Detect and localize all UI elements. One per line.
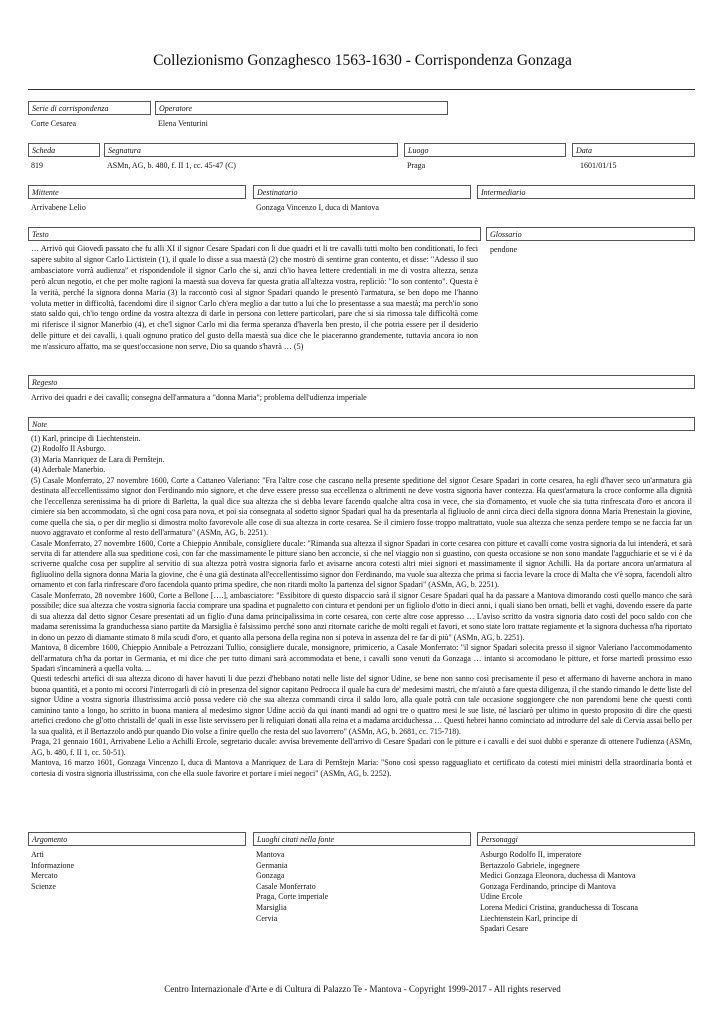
scheda-label: Scheda — [28, 143, 100, 157]
list-item: Germania — [256, 860, 288, 870]
personaggi-label: Personaggi — [477, 832, 695, 846]
mittente-label: Mittente — [28, 185, 246, 199]
note-paragraph: (5) Casale Monferrato, 27 novembre 1600, Corte a Cattaneo Valeriano: "Fra l'altre cose che cascano nella presente speditione del signor Cesare Spadari in corte cesarea, ha egli d'haver seco un'armatura già destinata all'eccellentissimo signor don Ferdinando mio signore, et che deve essere presso sua eccellenza o altrimenti ne deve vostra signoria haver contezza. Ha quest'armatura la croce conforme alla dignità che l'eccellenza serenissima ha di priore di Barletta, la qual dice sua altezza che si debba levare facendo qualche altra cosa in vece, che sia d'ornamento, et vuole che sia tutta rinfrescata d'oro et ancora il cimiere sia ben accommodato, sì che ogni cosa para nova, et poi sia consegnata al sodetto signor Spadari qual ha da presentarla al figliuolo de anni circa dieci della signora donna Maria Prenestain la giovine, come quella che sia, o per dir meglio si dimostra molto favorevole alle cose di sua altezza in corte cesarea. Se il cimiero fosse troppo maltrattato, vuole sua altezza che senza perdere tempo se ne faccia far un nuovo aggravato et conforme al resto dell'armatura" (ASMn, AG, b. 2251). — [31, 475, 692, 538]
list-item: Cervia — [256, 913, 278, 923]
luogo-label: Luogo — [404, 143, 566, 157]
note-paragraph: Mantova, 8 dicembre 1600, Chieppio Annibale a Petrozzani Tullio, consigliere ducale, monsignore, primicerio, a Casale Monferrato: "il signor Spadari solecita presso il signor Valeriano l'accommodamento dell'armatura ch'ha da portar in Germania, et mi dice che per tutto dimani sarà accommodata et bene, i cavalli sono venuti da Gonzaga … intanto si accomodano le pitture, et forse martedì prossimo esso Spadari s'incaminerà a quella volta. ... — [31, 643, 692, 673]
destinatario-label: Destinatario — [253, 185, 471, 199]
operatore-value: Elena Venturini — [158, 119, 208, 128]
data-label: Data — [572, 143, 695, 157]
segnatura-value: ASMn, AG, b. 480, f. II 1, cc. 45-47 (C) — [107, 161, 236, 170]
list-item: Liechtenstein Karl, principe di — [480, 913, 578, 923]
glossario-label: Glossario — [486, 227, 695, 241]
list-item: Marsiglia — [256, 902, 287, 912]
argomento-label: Argomento — [28, 832, 246, 846]
testo-text — [31, 244, 478, 353]
data-value: 1601/01/15 — [580, 161, 617, 170]
scheda-value: 819 — [31, 161, 43, 170]
title-divider — [28, 89, 695, 90]
list-item: Lorena Medici Cristina, granduchessa di Toscana — [480, 902, 638, 912]
operatore-label: Operatore — [155, 101, 448, 115]
note-paragraph: (2) Rodolfo II Asburgo. — [31, 444, 106, 454]
list-item: Medici Gonzaga Eleonora, duchessa di Mantova — [480, 871, 636, 881]
regesto-value: Arrivo dei quadri e dei cavalli; consegna dell'armatura a "donna Maria"; problema dell'udienza imperiale — [31, 393, 367, 402]
destinatario-value: Gonzaga Vincenzo I, duca di Mantova — [256, 203, 379, 212]
note-paragraph: (4) Aderbale Manerbio. — [31, 465, 106, 475]
personaggi-list — [480, 850, 638, 935]
mittente-value: Arrivabene Lelio — [31, 203, 86, 212]
list-item: Casale Monferrato — [256, 881, 316, 891]
list-item: Udine Ercole — [480, 892, 523, 902]
list-item: Scienze — [31, 881, 56, 891]
note-paragraph: Questi tedeschi artefici di sua altezza dicono di haver havuti li due pezzi d'hebbano notati nelle liste del signor Udine, se bene non sanno così precisamente il peso et affermano di haverne anchora in mano buona quantità, et a ponto mi occorsi l'interrogarli di ciò in presenza del signor capitano Pedrocca il quale ha cura de' medesimi mastri, che m'aiutò a fare questa diligenza, il che stando rimando le dette liste del signor Udine a vostra signoria illustrissima acciò possa vedere ciò che sua altezza commandi circa il saldo loro, alla quale potrà con tale occasione soggiongere che non parendomi bene che questi conti caminino tanto a longo, ho scritto in buona maniera al medesimo signor Udine acciò da qui inanti mandi ad ogni tre o quattro mesi le sue liste, né lasciarò per ultimo in questo proposito di dire che questi artefici credono che gl'otto christalli de' quali in esse liste servissero per li reliquiari donati alla reina et a madama arciduchessa … Questi hebrei hanno cominciato ad introdurre del sale di Cervia assai bello per la sua qualità, et il Bertazzolo andò pur quando Dio volse a finire quello che resta del suo lavorrero" (ASMn, AG, b. 2681, cc. 715-718). — [31, 674, 692, 736]
list-item: Praga, Corte imperiale — [256, 892, 329, 902]
note-paragraph: Casale Monferrato, 28 novembre 1600, Corte a Bellone [….], ambasciatore: "Essibitore di questo dispaccio sarà il signor Cesare Spadari qual ha da passare a Mantova dimorando costì quello manco che sarà possibile; dice sua altezza che vostra signoria faccia comprare una spadina et pugnaletto con cintura et pendoni per un figliolo d'otto in dieci anni, i quali siano ben ornati, belli et vaghi, dovendo essere da parte di sua altezza dal detto signor Cesare presentati ad un figlio d'una dama principalissima in corte cesarea, con certe altre cose appresso … L'aviso scritto da vostra signoria dato costì del poco saldo con che madama serenissima la granduchessa siano partite da Marsiglia è falsissimo perché sono anzi ritornate cariche de molti regali et favori, et sono state loro trattate regiamente et la signora duchessa n'ha riportato in dono un pezzo di diamante stimato 8 mila scudi d'oro, et quanto alla persona della regina non si poteva in assenza del re far di più" (ASMn, AG, b. 2251). — [31, 590, 692, 642]
list-item: Gonzaga Ferdinando, principe di Mantova — [480, 881, 616, 891]
list-item: Bertazzolo Gabriele, ingegnere — [480, 860, 580, 870]
page-title: Collezionismo Gonzaghesco 1563-1630 - Corrispondenza Gonzaga — [153, 52, 572, 69]
argomento-list — [31, 850, 74, 892]
list-item: Gonzaga — [256, 871, 285, 881]
luoghi-list — [256, 850, 328, 924]
note-paragraph: (3) Maria Manriquez de Lara di Pernštejn. — [31, 454, 165, 464]
list-item: Spadari Cesare — [480, 924, 529, 934]
list-item: Asburgo Rodolfo II, imperatore — [480, 850, 582, 859]
intermediario-label: Intermediario — [477, 185, 695, 199]
regesto-label: Regesto — [28, 375, 695, 389]
segnatura-label: Segnatura — [104, 143, 398, 157]
note-paragraph: (1) Karl, principe di Liechtenstein. — [31, 434, 141, 443]
note-paragraph: Praga, 21 gennaio 1601, Arrivabene Lelio a Achilli Ercole, segretario ducale: avvisa brevemente dell'arrivo di Cesare Spadari con le pitture e i cavalli e dei suoi dubbi e speranze di ottenere l'udienza (ASMn, AG, b. 480, f. II 1, cc. 50-51). — [31, 737, 692, 757]
note-paragraph: Mantova, 16 marzo 1601, Gonzaga Vincenzo I, duca di Mantova a Manriquez de Lara di Pernštejn Maria: "Sono così spesso ragguagliato et certificato da cotesti miei ministri della straordinaria bontà et cortesia di vostra signoria illustrissima, con che ella suole favorire et portare i miei negoci" (ASMn, AG, b. 2252). — [31, 758, 692, 778]
footer-copyright: Centro Internazionale d'Arte e di Cultura di Palazzo Te - Mantova - Copyright 1999-2017 - All rights reserved — [164, 984, 561, 994]
serie-value: Corte Cesarea — [31, 119, 77, 128]
serie-label: Serie di corrispondenza — [28, 101, 151, 115]
list-item: Informazione — [31, 860, 75, 870]
luoghi-label: Luoghi citati nella fonte — [253, 832, 471, 846]
note-label: Note — [28, 417, 695, 431]
list-item: Arti — [31, 850, 44, 859]
luogo-value: Praga — [407, 161, 426, 170]
list-item: Mercato — [31, 871, 58, 881]
glossario-value: pendone — [490, 245, 518, 254]
note-paragraph: Casale Monferrato, 27 novembre 1600, Corte a Chieppio Annibale, consigliere ducale: "Rimanda sua altezza il signor Spadari in corte cesarea con pitture et cavalli come vostra signoria da lui intenderà, et sarà servita di far attendere alla sua speditione così, con far che massimamente le pitture siano ben acconcie, sì che nel viaggio non si guastino, con questa occasione se non sono mandate l'agguchiarie et se vi è da scriverne qualche cosa per supplire al servitio di sua altezza potrà vostra signoria farlo et avisarne ancora cotesti altri miei signori et massimamente il signor Achilli. Ha da portare ancora un'armatura al figliuolino della signora donna Maria la giovine, che è una già destinata all'eccellentissimo signor don Ferdinando, ma vuole sua altezza che prima si faccia levare la croce di Malta che v'è sopra, facendoli altro ornamento et con farla rinfrescare d'oro facendola quanto prima spedire, che non ritardi molto la partenza del signor Spadari" (ASMn, AG, b. 2251). — [31, 538, 692, 590]
testo-body: … Arrivò qui Giovedì passato che fu alli XI il signor Cesare Spadari con li due quadri et li tre cavalli tutti molto ben conditionati, lo feci sapere subito al signor Carlo Lictistein (1), il quale lo disse a sua maestà (2) che mostrò di sentirne gran contento, et disse: "Adesso il suo ambasciatore vorrà audienza" et rispondendole il signor Carlo che sì, anzi ch'io havea lettere credentiali in me di vostra altezza, senza però alcun negotio, et che per molte ragioni la maestà sua doveva far questa gratia all'altezza vostra, repliciò: "Io son contento". Questa è la verità, perché la signora donna Maria (3) la raccontò così al signor Spadari quando le presentò l'armatura, se ben dopo me l'hanno voluta metter in difficoltà, facendomi dire il signor Carlo ch'era meglio a dar tutto a lui che lo presentasse a sua maestà; ma perch'io sono stato saldo qui, ch'io tengo ordine da vostra altezza di darle in persona con lettere particolari, pare che si sia rimossa tale difficoltà come mi riferisce il signor Manerbio (4), et che'l signor Carlo mi dia ferma speranza d'haverla ben presto, il che potria essere per il desiderio delle pitture et dei cavalli, i quali ognuno pratico del gusto della maestà sua dice che le piaceranno grandemente, tuttavia ancora io non me n'assicuro affatto, ma se quest'occasione non serve, Dio sa quando s'havrà … (5) — [31, 244, 478, 352]
testo-label: Testo — [28, 227, 481, 241]
list-item: Mantova — [256, 850, 285, 859]
note-text — [31, 434, 692, 779]
